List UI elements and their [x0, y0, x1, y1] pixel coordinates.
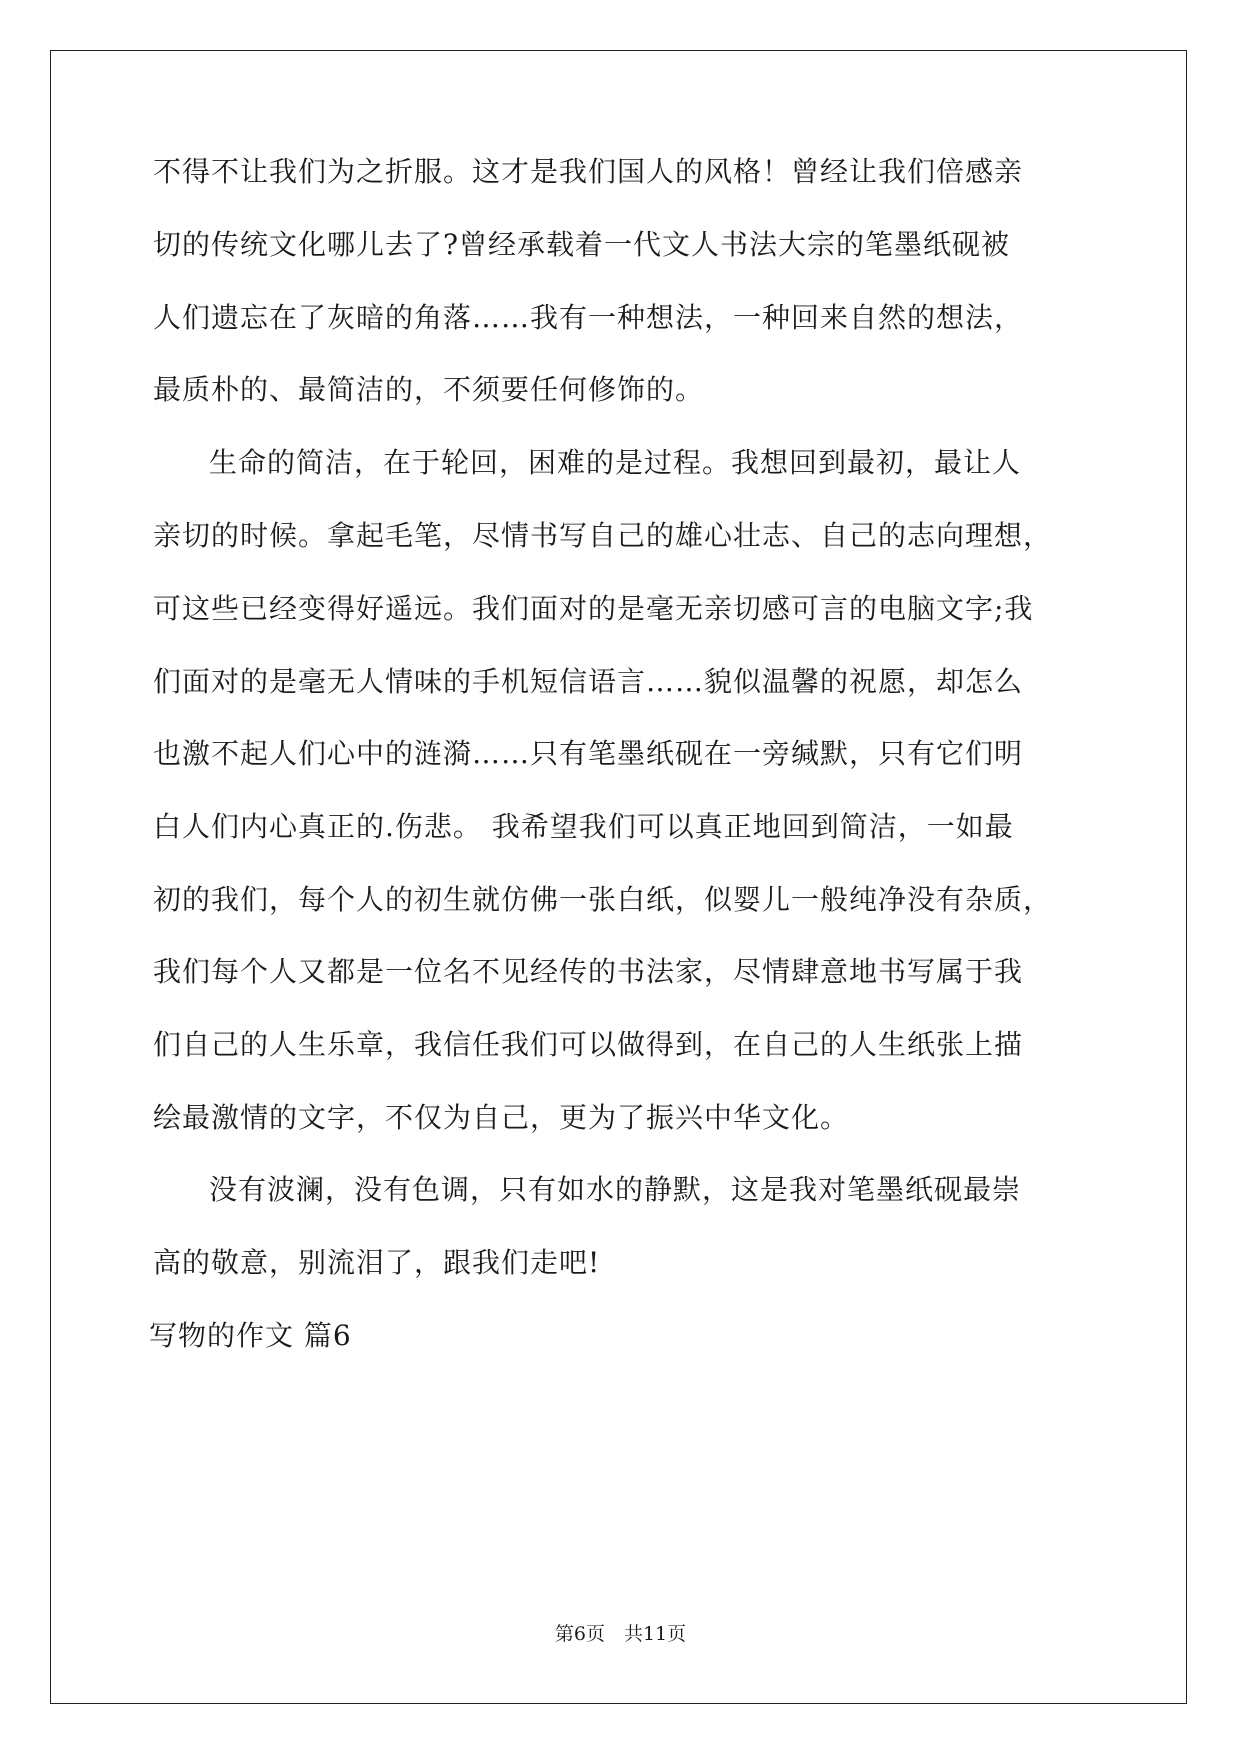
section-heading: 写物的作文 篇6	[149, 1319, 352, 1352]
page-border	[50, 50, 1187, 1704]
text-line-indented: 生命的简洁，在于轮回，困难的是过程。我想回到最初，最让人	[209, 446, 1022, 479]
text-line: 我们每个人又都是一位名不见经传的书法家，尽情肆意地书写属于我	[153, 955, 1024, 988]
text-line: 白人们内心真正的.伤悲。 我希望我们可以真正地回到简洁，一如最	[153, 810, 1014, 843]
text-line: 也激不起人们心中的涟漪……只有笔墨纸砚在一旁缄默，只有它们明	[153, 737, 1024, 770]
text-line: 最质朴的、最简洁的，不须要任何修饰的。	[153, 373, 705, 406]
page-number-footer: 第6页 共11页	[554, 1623, 687, 1645]
text-line: 绘最激情的文字，不仅为自己，更为了振兴中华文化。	[153, 1101, 850, 1134]
text-line: 亲切的时候。拿起毛笔，尽情书写自己的雄心壮志、自己的志向理想，	[153, 519, 1053, 552]
text-line-indented: 没有波澜，没有色调，只有如水的静默，这是我对笔墨纸砚最崇	[209, 1173, 1022, 1206]
text-line: 人们遗忘在了灰暗的角落……我有一种想法，一种回来自然的想法，	[153, 301, 1024, 334]
text-line: 切的传统文化哪儿去了?曾经承载着一代文人书法大宗的笔墨纸砚被	[153, 228, 1011, 261]
text-line: 可这些已经变得好遥远。我们面对的是毫无亲切感可言的电脑文字;我	[153, 592, 1034, 625]
text-line: 高的敬意，别流泪了，跟我们走吧!	[153, 1246, 601, 1279]
text-line: 们自己的人生乐章，我信任我们可以做得到，在自己的人生纸张上描	[153, 1028, 1024, 1061]
text-line: 初的我们，每个人的初生就仿佛一张白纸，似婴儿一般纯净没有杂质，	[153, 883, 1053, 916]
text-line: 不得不让我们为之折服。这才是我们国人的风格！曾经让我们倍感亲	[153, 155, 1024, 188]
text-line: 们面对的是毫无人情味的手机短信语言……貌似温馨的祝愿，却怎么	[153, 665, 1024, 698]
